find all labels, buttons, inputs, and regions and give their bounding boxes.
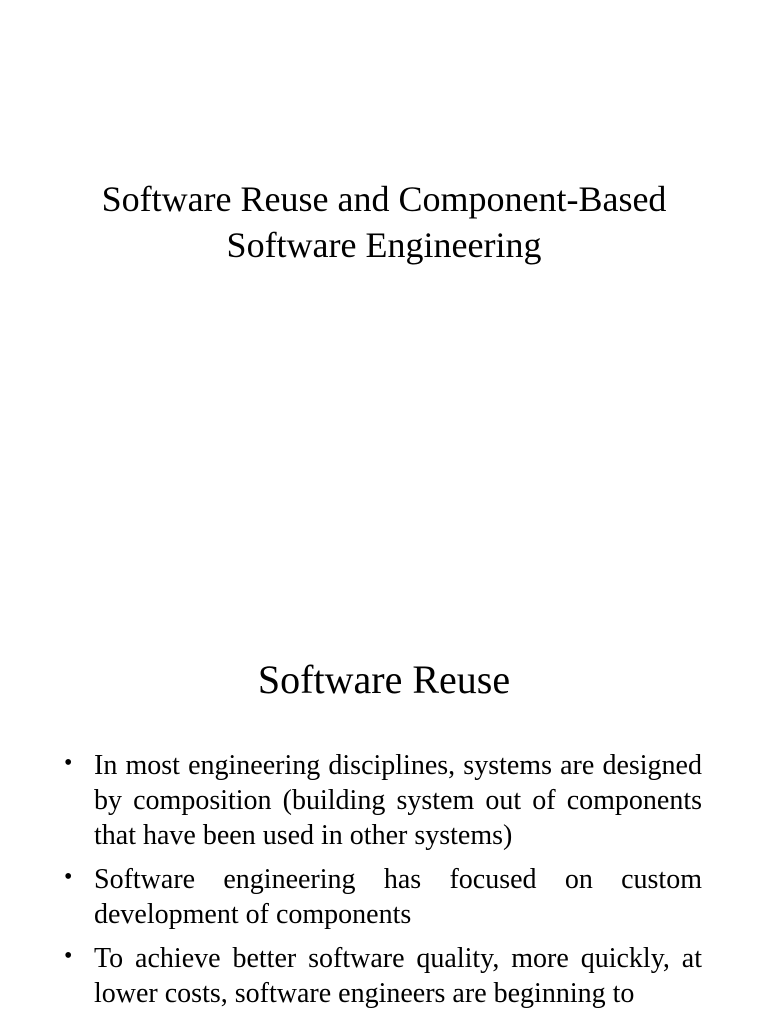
slide-heading: Software Reuse bbox=[257, 657, 511, 702]
bullet-text: Software engineering has focused on custom development of components bbox=[94, 864, 702, 930]
presentation-title-line-1: Software Reuse and Component-Based bbox=[101, 179, 667, 219]
bullet-text: In most engineering disciplines, systems are designed by composition (building system out of components that have been used in other systems) bbox=[94, 750, 702, 851]
bullet-dot-icon: • bbox=[64, 750, 73, 776]
bullet-text: To achieve better software quality, more quickly, at lower costs, software engineers are beginning to bbox=[94, 943, 702, 1009]
bullet-item bbox=[62, 862, 702, 932]
bullet-item bbox=[62, 941, 702, 1011]
bullet-list bbox=[62, 748, 702, 1020]
presentation-title-line-2: Software Engineering bbox=[226, 225, 542, 265]
bullet-dot-icon: • bbox=[64, 943, 73, 969]
bullet-dot-icon: • bbox=[64, 864, 73, 890]
presentation-title bbox=[40, 176, 728, 268]
slide-software-reuse bbox=[0, 576, 768, 1024]
bullet-item bbox=[62, 748, 702, 853]
